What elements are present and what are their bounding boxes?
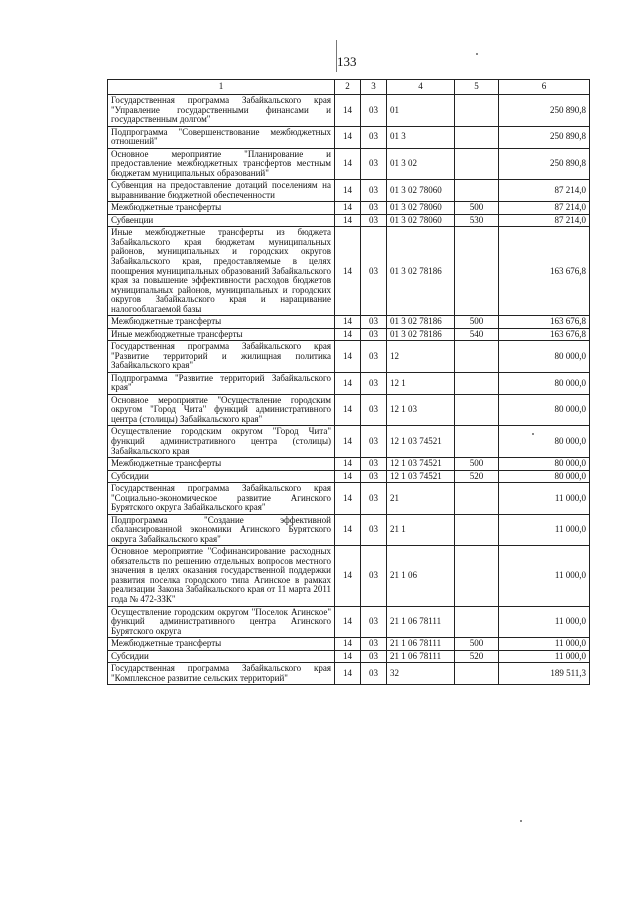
cell-code-3: 03: [361, 202, 387, 215]
cell-code-2: 14: [335, 341, 361, 373]
cell-code-5: [455, 180, 499, 202]
cell-code-2: 14: [335, 126, 361, 148]
cell-code-2: 14: [335, 202, 361, 215]
cell-code-4: 21 1 06 78111: [387, 638, 455, 651]
cell-amount: 80 000,0: [499, 458, 590, 471]
cell-code-2: 14: [335, 394, 361, 426]
table-row: [108, 394, 590, 426]
cell-amount: 250 890,8: [499, 126, 590, 148]
table-row: [108, 638, 590, 651]
cell-code-5: [455, 606, 499, 638]
cell-amount: 250 890,8: [499, 148, 590, 180]
cell-code-2: 14: [335, 227, 361, 316]
cell-name: Межбюджетные трансферты: [108, 638, 335, 651]
cell-name: Субсидии: [108, 650, 335, 663]
cell-code-4: 12 1 03 74521: [387, 470, 455, 483]
cell-code-2: 14: [335, 180, 361, 202]
cell-amount: 87 214,0: [499, 180, 590, 202]
cell-code-3: 03: [361, 328, 387, 341]
cell-code-3: 03: [361, 663, 387, 685]
cell-code-5: 520: [455, 650, 499, 663]
cell-code-5: [455, 372, 499, 394]
cell-code-3: 03: [361, 394, 387, 426]
cell-code-4: 21 1: [387, 514, 455, 546]
cell-code-3: 03: [361, 95, 387, 127]
cell-code-5: [455, 227, 499, 316]
cell-code-2: 14: [335, 372, 361, 394]
cell-code-2: 14: [335, 606, 361, 638]
cell-code-3: 03: [361, 650, 387, 663]
cell-code-4: 01 3 02 78060: [387, 180, 455, 202]
cell-code-2: 14: [335, 663, 361, 685]
cell-code-4: 01 3 02: [387, 148, 455, 180]
cell-code-5: [455, 514, 499, 546]
cell-code-3: 03: [361, 180, 387, 202]
cell-name: Субвенция на предоставление дотаций поселениям на выравнивание бюджетной обеспеченности: [108, 180, 335, 202]
table-row: [108, 483, 590, 515]
col-header-2: 2: [335, 80, 361, 95]
table-row: [108, 426, 590, 458]
table-row: [108, 180, 590, 202]
table-row: [108, 514, 590, 546]
cell-code-3: 03: [361, 227, 387, 316]
table-row: [108, 663, 590, 685]
cell-name: Межбюджетные трансферты: [108, 316, 335, 329]
cell-name: Межбюджетные трансферты: [108, 458, 335, 471]
cell-amount: 11 000,0: [499, 638, 590, 651]
cell-code-2: 14: [335, 214, 361, 227]
cell-code-3: 03: [361, 638, 387, 651]
cell-name: Подпрограмма "Совершенствование межбюджетных отношений": [108, 126, 335, 148]
cell-code-4: 01 3 02 78060: [387, 202, 455, 215]
cell-code-4: 12 1 03: [387, 394, 455, 426]
scan-speck: [476, 53, 478, 55]
col-header-4: 4: [387, 80, 455, 95]
cell-code-2: 14: [335, 546, 361, 606]
cell-name: Межбюджетные трансферты: [108, 202, 335, 215]
cell-code-2: 14: [335, 148, 361, 180]
cell-code-5: 500: [455, 458, 499, 471]
cell-amount: 11 000,0: [499, 606, 590, 638]
cell-code-5: [455, 394, 499, 426]
cell-name: Субсидии: [108, 470, 335, 483]
cell-code-5: [455, 126, 499, 148]
cell-amount: 80 000,0: [499, 394, 590, 426]
table-row: [108, 650, 590, 663]
table-row: [108, 95, 590, 127]
cell-code-5: [455, 148, 499, 180]
cell-code-4: 01 3 02 78186: [387, 316, 455, 329]
table-row: [108, 341, 590, 373]
page-number: 133: [337, 54, 357, 69]
cell-code-3: 03: [361, 372, 387, 394]
cell-amount: 80 000,0: [499, 372, 590, 394]
table-row: [108, 126, 590, 148]
cell-amount: 80 000,0: [499, 341, 590, 373]
cell-amount: 11 000,0: [499, 546, 590, 606]
cell-name: Подпрограмма "Развитие территорий Забайкальского края": [108, 372, 335, 394]
cell-name: Иные межбюджетные трансферты из бюджета Забайкальского края бюджетам муниципальных районов, муниципальных и городских округов Забайкальского края, предоставляемые в целях поощрения муниципальных образований Забайкальского края за повышение эффективности расходов бюджетов муниципальных районов, муниципальных и городских округов Забайкальского края и наращивание налогооблагаемой базы: [108, 227, 335, 316]
cell-amount: 11 000,0: [499, 514, 590, 546]
cell-code-4: 12: [387, 341, 455, 373]
scan-speck: [532, 433, 534, 435]
cell-code-4: 12 1 03 74521: [387, 426, 455, 458]
cell-code-5: [455, 341, 499, 373]
cell-name: Основное мероприятие "Планирование и предоставление межбюджетных трансфертов местным бюджетам муниципальных образований": [108, 148, 335, 180]
cell-name: Осуществление городским округом "Город Чита" функций административного центра (столицы) Забайкальского края: [108, 426, 335, 458]
cell-code-2: 14: [335, 95, 361, 127]
cell-code-4: 21: [387, 483, 455, 515]
cell-name: Подпрограмма "Создание эффективной сбалансированной экономики Агинского Бурятского округа Забайкальского края": [108, 514, 335, 546]
table-row: [108, 606, 590, 638]
table-row: [108, 328, 590, 341]
col-header-3: 3: [361, 80, 387, 95]
cell-code-3: 03: [361, 214, 387, 227]
cell-code-4: 01 3: [387, 126, 455, 148]
cell-amount: 87 214,0: [499, 202, 590, 215]
cell-code-4: 01 3 02 78186: [387, 328, 455, 341]
cell-code-3: 03: [361, 483, 387, 515]
table-row: [108, 202, 590, 215]
cell-code-3: 03: [361, 458, 387, 471]
cell-amount: 163 676,8: [499, 227, 590, 316]
cell-code-4: 21 1 06 78111: [387, 606, 455, 638]
cell-name: Субвенции: [108, 214, 335, 227]
cell-code-5: 500: [455, 202, 499, 215]
cell-code-3: 03: [361, 514, 387, 546]
cell-amount: 80 000,0: [499, 426, 590, 458]
table-row: [108, 214, 590, 227]
cell-code-2: 14: [335, 514, 361, 546]
cell-code-5: 500: [455, 316, 499, 329]
cell-code-3: 03: [361, 426, 387, 458]
cell-code-3: 03: [361, 316, 387, 329]
cell-code-2: 14: [335, 638, 361, 651]
cell-name: Иные межбюджетные трансферты: [108, 328, 335, 341]
cell-amount: 11 000,0: [499, 483, 590, 515]
cell-name: Государственная программа Забайкальского края "Комплексное развитие сельских территорий": [108, 663, 335, 685]
cell-code-5: [455, 663, 499, 685]
cell-code-5: 500: [455, 638, 499, 651]
cell-code-2: 14: [335, 483, 361, 515]
cell-code-2: 14: [335, 470, 361, 483]
cell-code-5: 530: [455, 214, 499, 227]
col-header-6: 6: [499, 80, 590, 95]
table-row: [108, 458, 590, 471]
col-header-1: 1: [108, 80, 335, 95]
budget-table: [107, 79, 590, 685]
table-row: [108, 148, 590, 180]
cell-name: Государственная программа Забайкальского края "Управление государственными финансами и государственным долгом": [108, 95, 335, 127]
cell-amount: 189 511,3: [499, 663, 590, 685]
cell-name: Основное мероприятие "Осуществление городским округом "Город Чита" функций административного центра (столицы) Забайкальского края": [108, 394, 335, 426]
cell-code-5: [455, 426, 499, 458]
cell-name: Осуществление городским округом "Поселок Агинское" функций административного центра Агинского Бурятского округа: [108, 606, 335, 638]
table-row: [108, 372, 590, 394]
cell-name: Государственная программа Забайкальского края "Развитие территорий и жилищная политика Забайкальского края": [108, 341, 335, 373]
cell-code-3: 03: [361, 470, 387, 483]
cell-code-4: 12 1 03 74521: [387, 458, 455, 471]
cell-code-3: 03: [361, 341, 387, 373]
scan-speck: [520, 820, 522, 822]
header-row: [108, 80, 590, 95]
cell-code-5: [455, 546, 499, 606]
cell-code-4: 01: [387, 95, 455, 127]
cell-amount: 163 676,8: [499, 328, 590, 341]
cell-name: Государственная программа Забайкальского края "Социально-экономическое развитие Агинского Бурятского округа Забайкальского края": [108, 483, 335, 515]
cell-code-2: 14: [335, 316, 361, 329]
table-row: [108, 227, 590, 316]
cell-code-2: 14: [335, 426, 361, 458]
cell-code-4: 12 1: [387, 372, 455, 394]
cell-amount: 87 214,0: [499, 214, 590, 227]
cell-code-4: 01 3 02 78060: [387, 214, 455, 227]
cell-code-2: 14: [335, 650, 361, 663]
cell-code-4: 21 1 06: [387, 546, 455, 606]
cell-code-5: 540: [455, 328, 499, 341]
table-body: [108, 95, 590, 685]
cell-code-3: 03: [361, 148, 387, 180]
cell-code-4: 32: [387, 663, 455, 685]
cell-code-2: 14: [335, 328, 361, 341]
table-row: [108, 470, 590, 483]
cell-amount: 163 676,8: [499, 316, 590, 329]
cell-amount: 80 000,0: [499, 470, 590, 483]
cell-code-4: 21 1 06 78111: [387, 650, 455, 663]
col-header-5: 5: [455, 80, 499, 95]
table-row: [108, 316, 590, 329]
cell-code-5: [455, 95, 499, 127]
cell-code-3: 03: [361, 606, 387, 638]
cell-code-3: 03: [361, 126, 387, 148]
cell-code-3: 03: [361, 546, 387, 606]
table-row: [108, 546, 590, 606]
cell-amount: 11 000,0: [499, 650, 590, 663]
cell-code-2: 14: [335, 458, 361, 471]
cell-code-5: [455, 483, 499, 515]
cell-name: Основное мероприятие "Софинансирование расходных обязательств по решению отдельных вопросов местного значения в целях оказания государственной поддержки развития поселка городского типа Агинское в рамках реализации Закона Забайкальского края от 11 марта 2011 года № 472-ЗЗК": [108, 546, 335, 606]
cell-amount: 250 890,8: [499, 95, 590, 127]
cell-code-5: 520: [455, 470, 499, 483]
cell-code-4: 01 3 02 78186: [387, 227, 455, 316]
